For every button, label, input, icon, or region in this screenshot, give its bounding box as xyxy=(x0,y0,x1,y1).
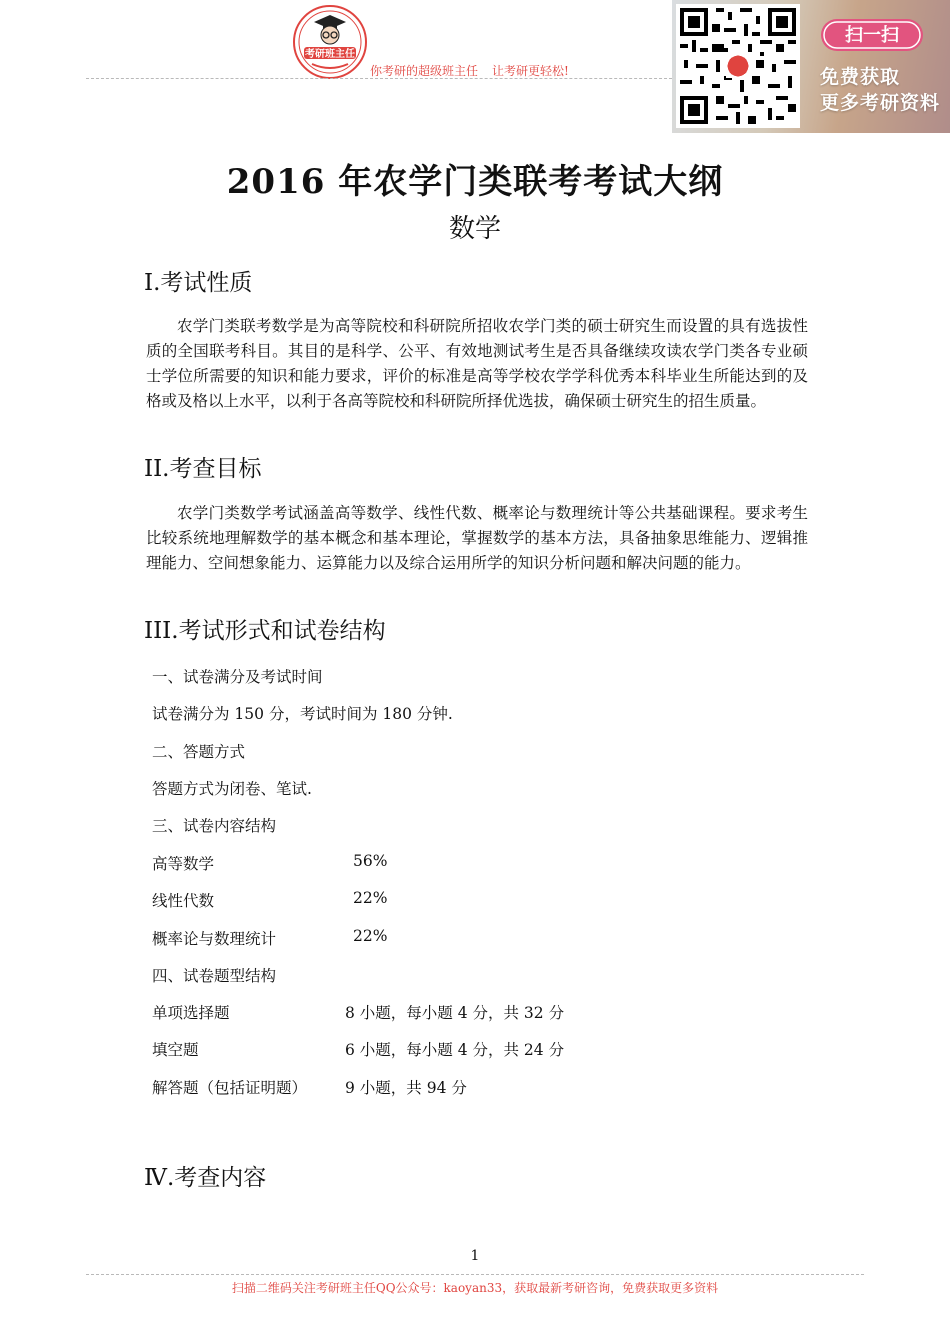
qr-code-icon[interactable] xyxy=(676,4,800,128)
section-paragraph-nature: 农学门类联考数学是为高等院校和科研院所招收农学门类的硕士研究生而设置的具有选拔性质的全国联考科目。其目的是科学、公平、有效地测试考生是否具备继续攻读农学门类各专业硕士学位所需要的知识和能力要求，评价的标准是高等学校农学学科优秀本科毕业生所能达到的及格或及格以上水平，以利于各高等院校和科研院所择优选拔，确保硕士研究生的招生质量。 xyxy=(146,317,808,410)
structure-item-2-text: 答题方式为闭卷、笔试. xyxy=(152,780,312,798)
promo-line-1: 免费获取 xyxy=(820,66,901,88)
document-subtitle: 数学 xyxy=(448,214,501,244)
section-heading-content: Ⅳ.考查内容 xyxy=(144,1165,267,1191)
question-type: 单项选择题 xyxy=(152,1004,230,1022)
scan-badge xyxy=(820,18,924,52)
content-subject: 高等数学 xyxy=(152,855,215,873)
structure-item-1-text: 试卷满分为 150 分，考试时间为 180 分钟. xyxy=(152,705,453,723)
question-detail: 6 小题，每小题 4 分，共 24 分 xyxy=(345,1041,565,1059)
structure-item-2-title: 二、答题方式 xyxy=(152,743,246,761)
page-number: 1 xyxy=(470,1248,480,1264)
footer-text: 扫描二维码关注考研班主任QQ公众号：kaoyan33，获取最新考研咨询，免费获取更多资料 xyxy=(231,1281,719,1295)
question-detail: 9 小题，共 94 分 xyxy=(345,1079,467,1097)
section-heading-structure: III.考试形式和试卷结构 xyxy=(144,618,386,644)
content-percent: 22% xyxy=(353,927,388,945)
question-type: 填空题 xyxy=(152,1041,199,1059)
structure-item-4-title: 四、试卷题型结构 xyxy=(152,967,277,985)
section-paragraph-objectives: 农学门类数学考试涵盖高等数学、线性代数、概率论与数理统计等公共基础课程。要求考生比较系统地理解数学的基本概念和基本理论，掌握数学的基本方法，具备抽象思维能力、逻辑推理能力、空间想象能力、运算能力以及综合运用所学的知识分析问题和解决问题的能力。 xyxy=(146,504,808,572)
content-percent: 22% xyxy=(353,889,388,907)
content-percent: 56% xyxy=(353,852,388,870)
document-title: 2016 年农学门类联考考试大纲 xyxy=(226,162,724,202)
promo-line-2: 更多考研资料 xyxy=(820,92,941,114)
question-type: 解答题（包括证明题） xyxy=(152,1079,308,1097)
header-slogan xyxy=(370,62,569,79)
section-heading-objectives: II.考查目标 xyxy=(144,456,262,482)
content-subject: 概率论与数理统计 xyxy=(152,930,277,948)
logo-text: 考研班主任 xyxy=(305,49,355,60)
section-heading-nature: I.考试性质 xyxy=(144,270,253,296)
structure-item-1-title: 一、试卷满分及考试时间 xyxy=(152,668,323,686)
slogan-right: 让考研更轻松! xyxy=(492,64,569,78)
question-detail: 8 小题，每小题 4 分，共 32 分 xyxy=(345,1004,565,1022)
content-subject: 线性代数 xyxy=(152,892,215,910)
structure-item-3-title: 三、试卷内容结构 xyxy=(152,817,277,835)
slogan-left: 你考研的超级班主任 xyxy=(370,64,479,78)
scan-label: 扫一扫 xyxy=(845,25,899,46)
logo xyxy=(290,2,370,82)
footer-divider xyxy=(86,1274,864,1275)
